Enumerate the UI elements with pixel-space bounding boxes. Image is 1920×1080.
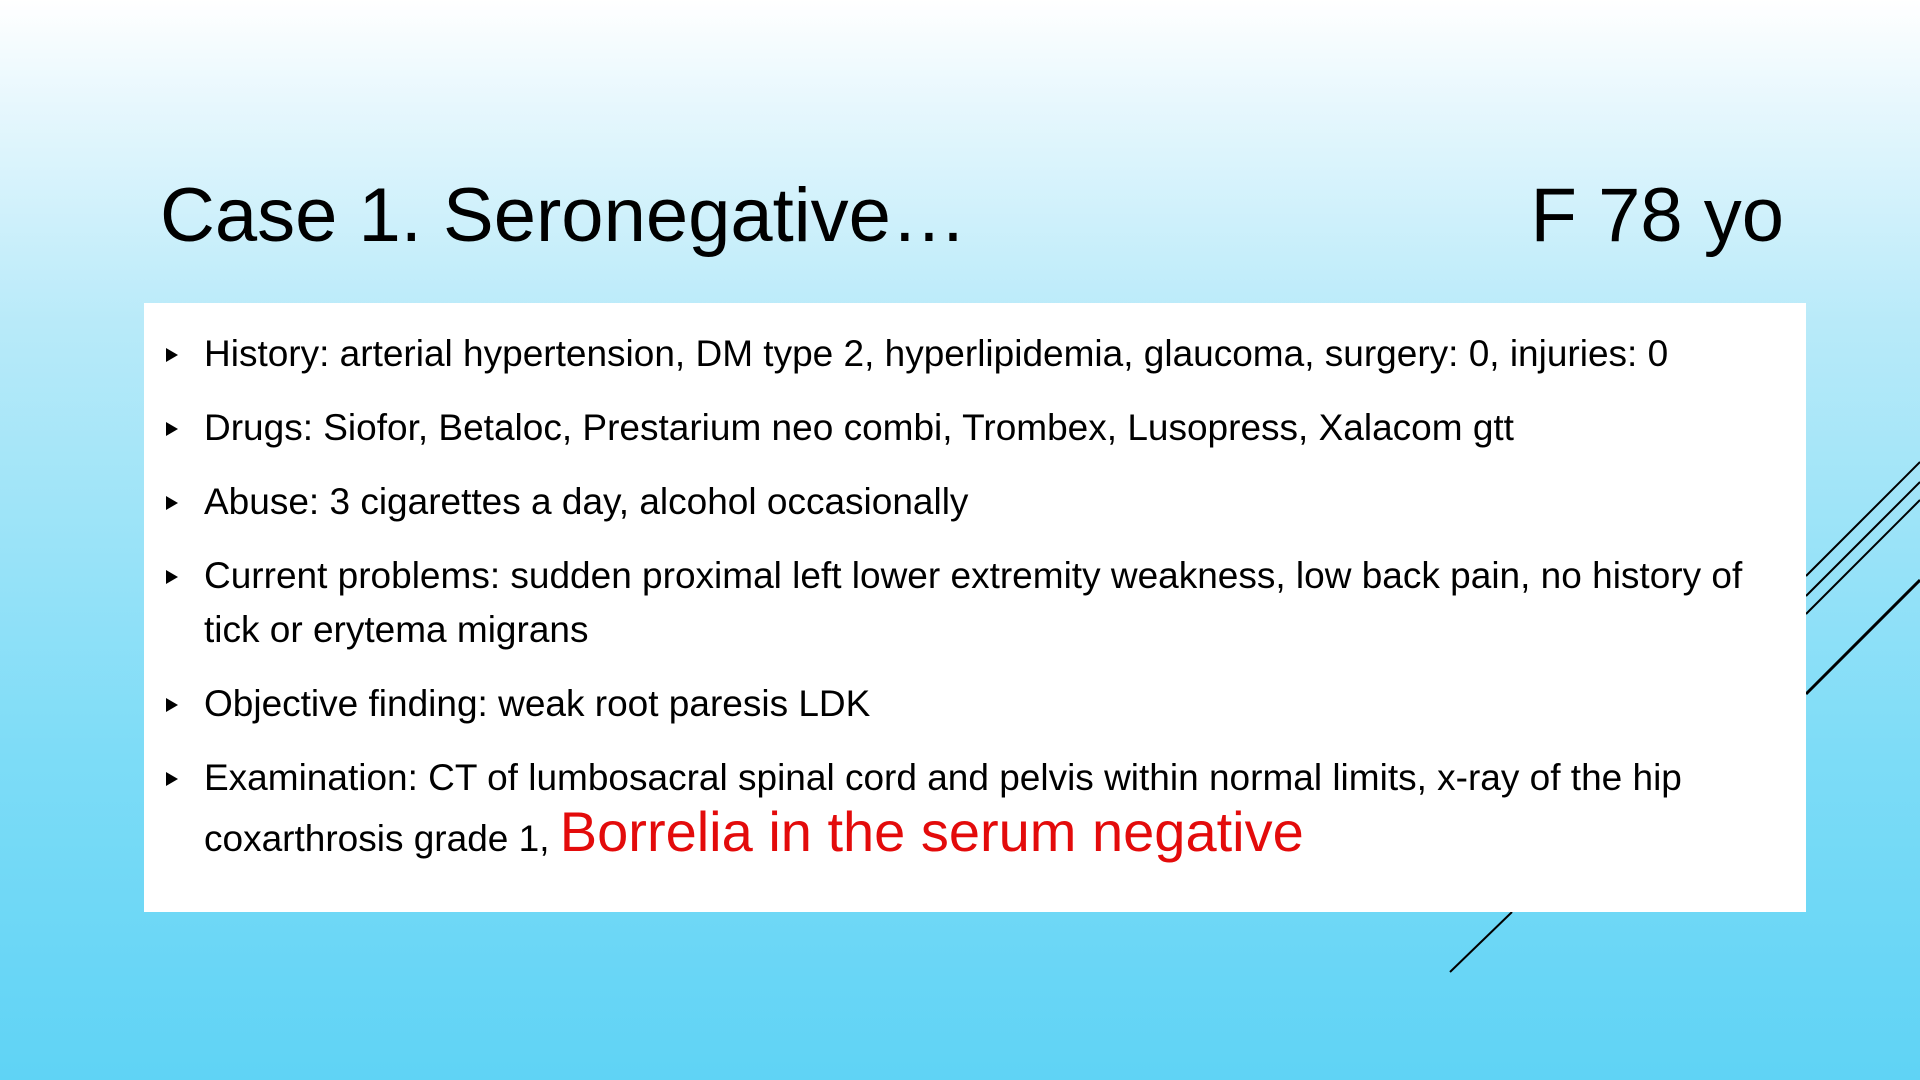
bullet-text: History: arterial hypertension, DM type 2, hyperlipidemia, glaucoma, surgery: 0, injuries: 0 <box>204 333 1669 374</box>
list-item-drugs <box>164 401 1794 455</box>
list-item-objective-finding <box>164 677 1794 731</box>
list-item-examination <box>164 751 1794 866</box>
highlight-text: Borrelia in the serum negative <box>559 800 1304 863</box>
list-item-current-problems <box>164 549 1794 657</box>
bullet-text: Drugs: Siofor, Betaloc, Prestarium neo combi, Trombex, Lusopress, Xalacom gtt <box>204 407 1514 448</box>
slide-title: Case 1. Seronegative… <box>160 173 967 258</box>
triangle-right-icon <box>164 475 184 529</box>
list-item-abuse <box>164 475 1794 529</box>
content-box <box>144 303 1806 912</box>
triangle-right-icon <box>164 327 184 381</box>
bullet-text: Examination: CT of lumbosacral spinal cord and pelvis within normal limits, x-ray of the hip coxarthrosis grade 1, <box>204 757 1682 859</box>
bullet-text: Abuse: 3 cigarettes a day, alcohol occasionally <box>204 481 969 522</box>
triangle-right-icon <box>164 549 184 603</box>
triangle-right-icon <box>164 751 184 805</box>
patient-info: F 78 yo <box>1530 173 1784 258</box>
list-item-history <box>164 327 1794 381</box>
deco-line-2 <box>1806 482 1920 596</box>
bullet-text: Current problems: sudden proximal left lower extremity weakness, low back pain, no history of tick or erytema migrans <box>204 555 1743 650</box>
triangle-right-icon <box>164 677 184 731</box>
deco-line-1 <box>1806 462 1920 576</box>
bullet-text: Objective finding: weak root paresis LDK <box>204 683 871 724</box>
bullet-list <box>164 327 1794 886</box>
triangle-right-icon <box>164 401 184 455</box>
deco-line-5 <box>1450 912 1512 972</box>
